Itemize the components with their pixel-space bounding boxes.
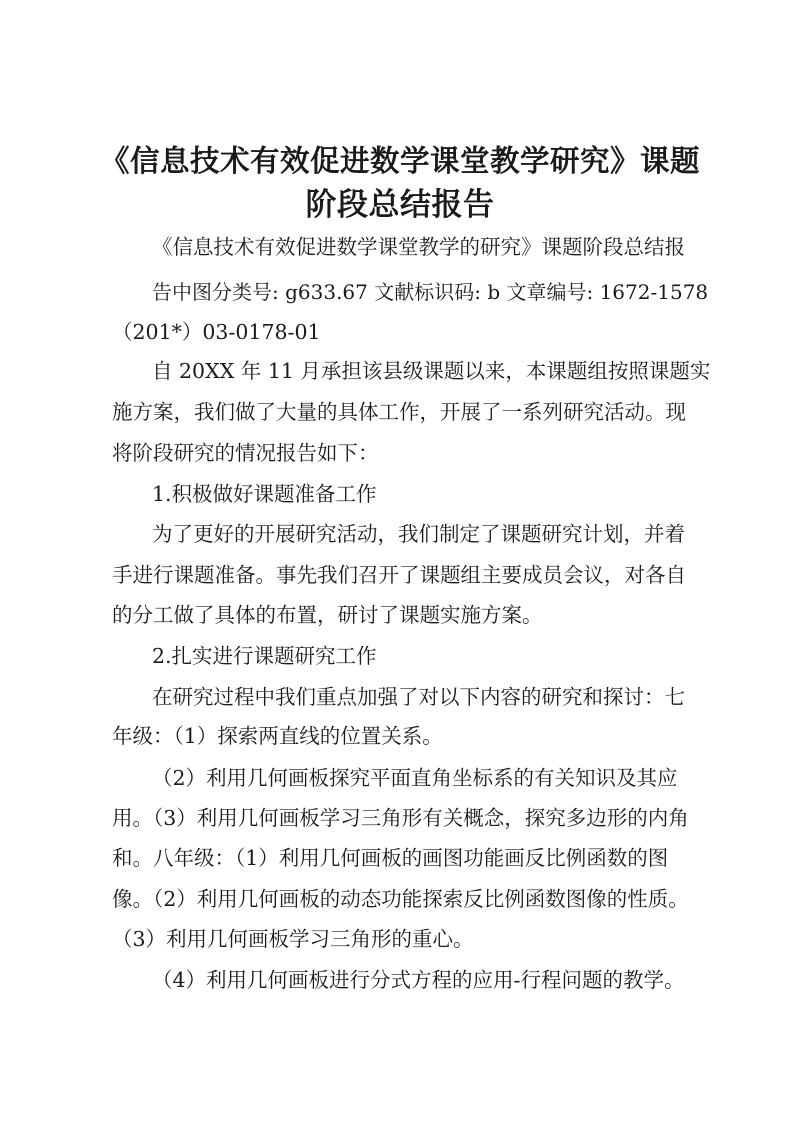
paragraph-line: 的分工做了具体的布置，研讨了课题实施方案。 [112, 603, 543, 627]
section-heading-1: 1.积极做好课题准备工作 [152, 482, 377, 506]
intro-line-1: 《信息技术有效促进数学课堂教学的研究》课题阶段总结报 [152, 235, 685, 259]
paragraph-line: 自 20XX 年 11 月承担该县级课题以来，本课题组按照课题实 [152, 359, 711, 383]
title-line-1: 《信息技术有效促进数学课堂教学研究》课题 [100, 143, 701, 178]
paragraph-line: 手进行课题准备。事先我们召开了课题组主要成员会议，对各自 [112, 563, 686, 587]
intro-line-3: （201*）03-0178-01 [112, 320, 321, 344]
section-heading-2: 2.扎实进行课题研究工作 [152, 644, 377, 668]
paragraph-line: （2）利用几何画板探究平面直角坐标系的有关知识及其应 [152, 766, 678, 790]
paragraph-line: 将阶段研究的情况报告如下： [112, 441, 379, 465]
paragraph-line: 年级：（1）探索两直线的位置关系。 [112, 724, 443, 748]
paragraph-line: 为了更好的开展研究活动，我们制定了课题研究计划，并着 [152, 522, 685, 546]
title-line-2: 阶段总结报告 [305, 187, 495, 223]
paragraph-line: 像。（2）利用几何画板的动态功能探索反比例函数图像的性质。 [112, 887, 689, 911]
intro-line-2: 告中图分类号: g633.67 文献标识码: b 文章编号: 1672-1578 [152, 280, 709, 304]
paragraph-line: 施方案，我们做了大量的具体工作，开展了一系列研究活动。现 [112, 400, 686, 424]
paragraph-line: 在研究过程中我们重点加强了对以下内容的研究和探讨：七 [152, 685, 685, 709]
paragraph-line: （4）利用几何画板进行分式方程的应用-行程问题的教学。 [152, 968, 685, 992]
paragraph-line: 和。八年级：（1）利用几何画板的画图功能画反比例函数的图 [112, 846, 669, 870]
paragraph-line: 用。（3）利用几何画板学习三角形有关概念，探究多边形的内角 [112, 806, 689, 830]
paragraph-line: （3）利用几何画板学习三角形的重心。 [112, 927, 474, 951]
